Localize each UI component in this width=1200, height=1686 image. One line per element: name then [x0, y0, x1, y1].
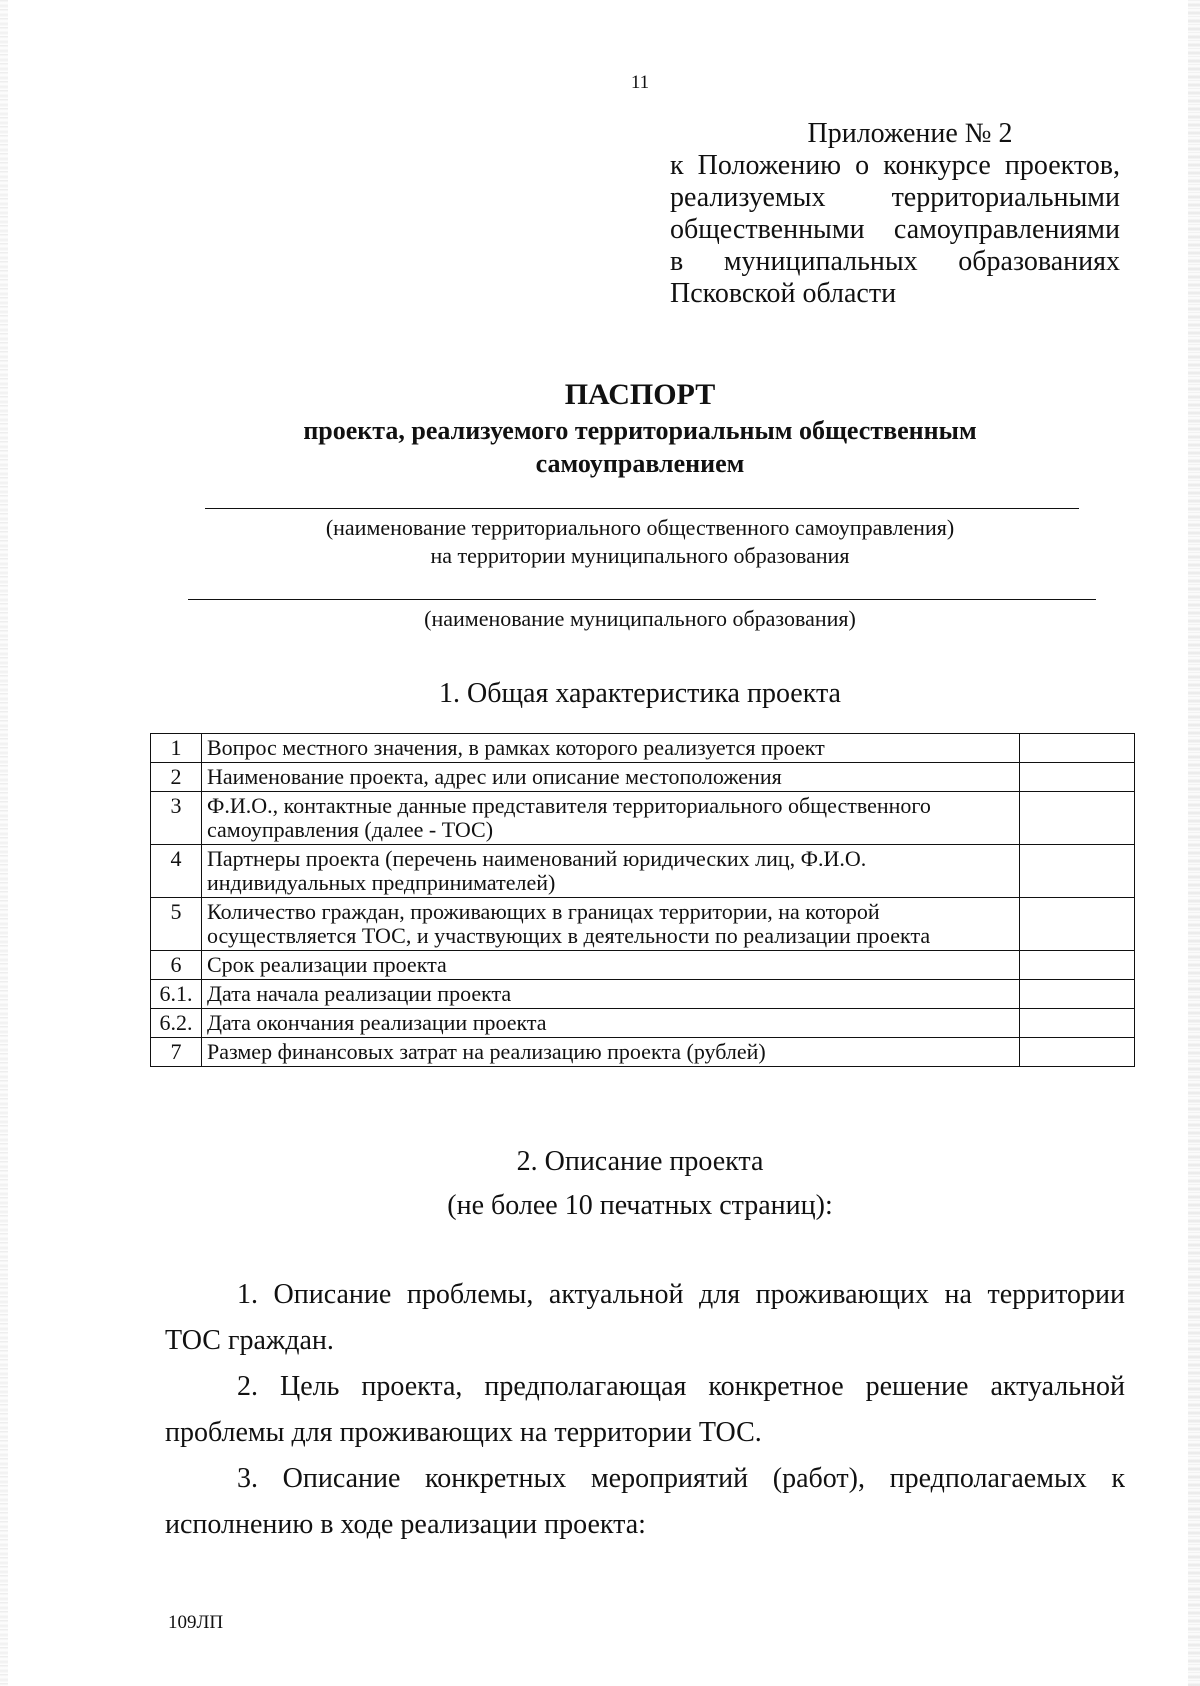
- table-row: [151, 734, 1135, 763]
- passport-title: ПАСПОРТ: [564, 378, 716, 411]
- row-value: [1020, 763, 1135, 792]
- row-value: [1020, 1038, 1135, 1067]
- row-value: [1020, 951, 1135, 980]
- appendix-title: Приложение № 2: [807, 118, 1013, 149]
- municipality-name-caption: (наименование муниципального образования): [424, 606, 856, 631]
- row-value: [1020, 845, 1135, 898]
- appendix-line: в муниципальных образованиях: [670, 246, 1120, 277]
- description-item: 2. Цель проекта, предполагающая конкретное решение актуальной проблемы для проживающих на территории ТОС.: [165, 1371, 1125, 1448]
- tos-name-caption: (наименование территориального общественного самоуправления): [325, 515, 955, 540]
- passport-subtitle: [0, 414, 1200, 480]
- row-label: Ф.И.О., контактные данные представителя территориального общественного самоуправления (далее - ТОС): [202, 792, 1020, 845]
- row-value: [1020, 792, 1135, 845]
- row-number: 3: [151, 792, 202, 845]
- description-item: 1. Описание проблемы, актуальной для проживающих на территории ТОС граждан.: [165, 1279, 1125, 1356]
- row-number: 6: [151, 951, 202, 980]
- appendix-line: Псковской области: [670, 278, 897, 309]
- section1-heading: 1. Общая характеристика проекта: [439, 678, 841, 709]
- appendix-header: [670, 118, 1120, 310]
- appendix-line: к Положению о конкурсе проектов,: [670, 150, 1120, 181]
- row-label: Размер финансовых затрат на реализацию проекта (рублей): [202, 1038, 1020, 1067]
- table-row: [151, 951, 1135, 980]
- document-code: 109ЛП: [168, 1612, 224, 1633]
- row-number: 1: [151, 734, 202, 763]
- table-row: [151, 763, 1135, 792]
- appendix-line: реализуемых территориальными: [670, 182, 1120, 213]
- on-territory-caption: на территории муниципального образования: [430, 543, 850, 568]
- project-characteristics-table: [150, 733, 1135, 1067]
- table-row: [151, 980, 1135, 1009]
- row-label: Количество граждан, проживающих в границах территории, на которой осуществляется ТОС, и участвующих в деятельности по реализации проекта: [202, 898, 1020, 951]
- row-number: 6.1.: [151, 980, 202, 1009]
- row-value: [1020, 898, 1135, 951]
- row-label: Дата окончания реализации проекта: [202, 1009, 1020, 1038]
- row-value: [1020, 980, 1135, 1009]
- municipality-name-line: [188, 599, 1096, 600]
- row-label: Вопрос местного значения, в рамках которого реализуется проект: [202, 734, 1020, 763]
- passport-subtitle-line: самоуправлением: [535, 449, 745, 478]
- scan-edge-left: [0, 0, 8, 1686]
- row-label: Дата начала реализации проекта: [202, 980, 1020, 1009]
- row-value: [1020, 734, 1135, 763]
- row-number: 2: [151, 763, 202, 792]
- row-label: Срок реализации проекта: [202, 951, 1020, 980]
- row-value: [1020, 1009, 1135, 1038]
- row-number: 7: [151, 1038, 202, 1067]
- appendix-line: общественными самоуправлениями: [670, 214, 1120, 245]
- table-row: [151, 1009, 1135, 1038]
- table-row: [151, 1038, 1135, 1067]
- description-item: 3. Описание конкретных мероприятий (работ), предполагаемых к исполнению в ходе реализации проекта:: [165, 1463, 1125, 1540]
- row-label: Партнеры проекта (перечень наименований юридических лиц, Ф.И.О. индивидуальных предпринимателей): [202, 845, 1020, 898]
- table-row: [151, 845, 1135, 898]
- project-description-list: [165, 1272, 1125, 1548]
- table-row: [151, 898, 1135, 951]
- section2-subheading: (не более 10 печатных страниц):: [447, 1190, 833, 1221]
- section2-heading: 2. Описание проекта: [516, 1146, 764, 1177]
- page-number: 11: [630, 72, 650, 93]
- passport-subtitle-line: проекта, реализуемого территориальным общественным: [303, 416, 977, 445]
- table-row: [151, 792, 1135, 845]
- tos-name-line: [205, 508, 1079, 509]
- scan-edge-right: [1188, 0, 1200, 1686]
- row-number: 4: [151, 845, 202, 898]
- row-number: 6.2.: [151, 1009, 202, 1038]
- row-label: Наименование проекта, адрес или описание местоположения: [202, 763, 1020, 792]
- row-number: 5: [151, 898, 202, 951]
